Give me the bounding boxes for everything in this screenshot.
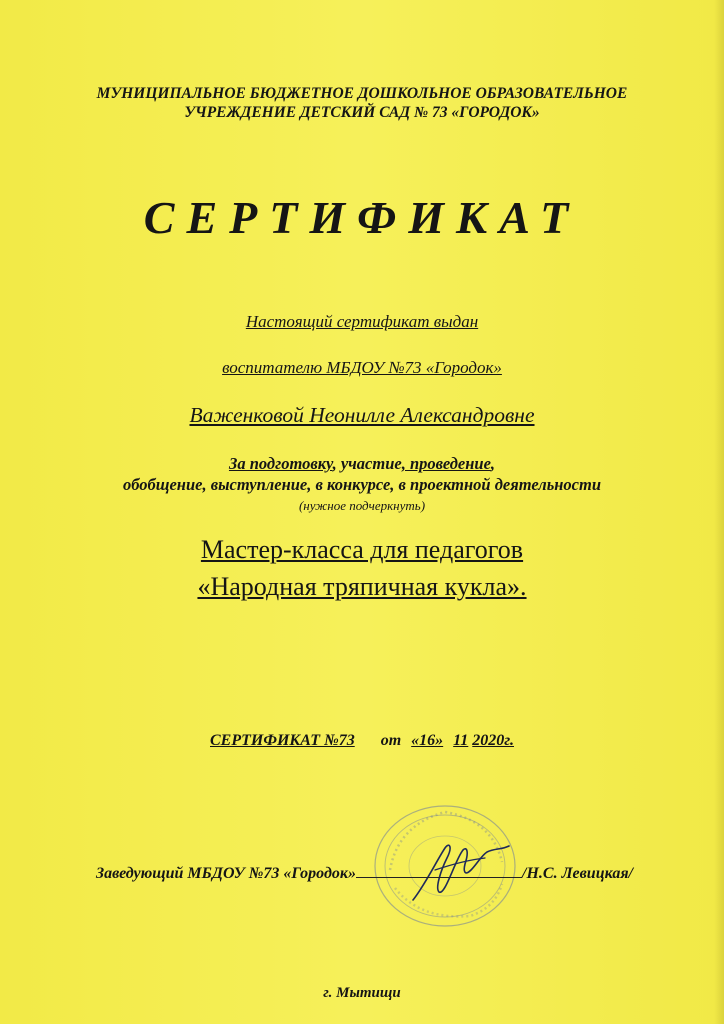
director-title: Заведующий МБДОУ №73 «Городок» [96,865,357,882]
event-line-1: Мастер-класса для педагогов [200,535,524,564]
certificate-title: СЕРТИФИКАТ [143,192,581,243]
reason-line-2: обобщение, выступление, в конкурсе, в проектной деятельности [122,475,602,494]
signature-line [356,862,522,878]
certificate-from: от [380,732,402,749]
issued-line: Настоящий сертификат выдан [245,312,479,331]
reason-participation: , участие [332,454,402,473]
event-line-2: «Народная тряпичная кукла». [197,572,527,601]
organization-line-2: УЧРЕЖДЕНИЕ ДЕТСКИЙ САД № 73 «ГОРОДОК» [184,104,540,121]
reason-comma: , [490,454,496,473]
certificate-month: 11 [453,732,469,749]
reason-preparation: За подготовку [228,454,333,473]
underline-note: (нужное подчеркнуть) [298,498,426,513]
certificate-number-line [0,732,724,750]
certificate-day: «16» [411,732,444,749]
certificate-year: 2020г. [472,732,514,749]
director-name: /Н.С. Левицкая/ [522,865,633,882]
director-line [96,862,633,883]
certificate-number: СЕРТИФИКАТ №73 [210,732,355,749]
city: г. Мытищи [323,985,401,1001]
organization-line-1: МУНИЦИПАЛЬНОЕ БЮДЖЕТНОЕ ДОШКОЛЬНОЕ ОБРАЗОВАТЕЛЬНОЕ [96,85,628,102]
reason-conducting: , проведение [401,454,491,473]
recipient-name: Важенковой Неонилле Александровне [189,403,535,427]
reason-line-1 [0,454,724,474]
position-line: воспитателю МБДОУ №73 «Городок» [222,358,502,377]
